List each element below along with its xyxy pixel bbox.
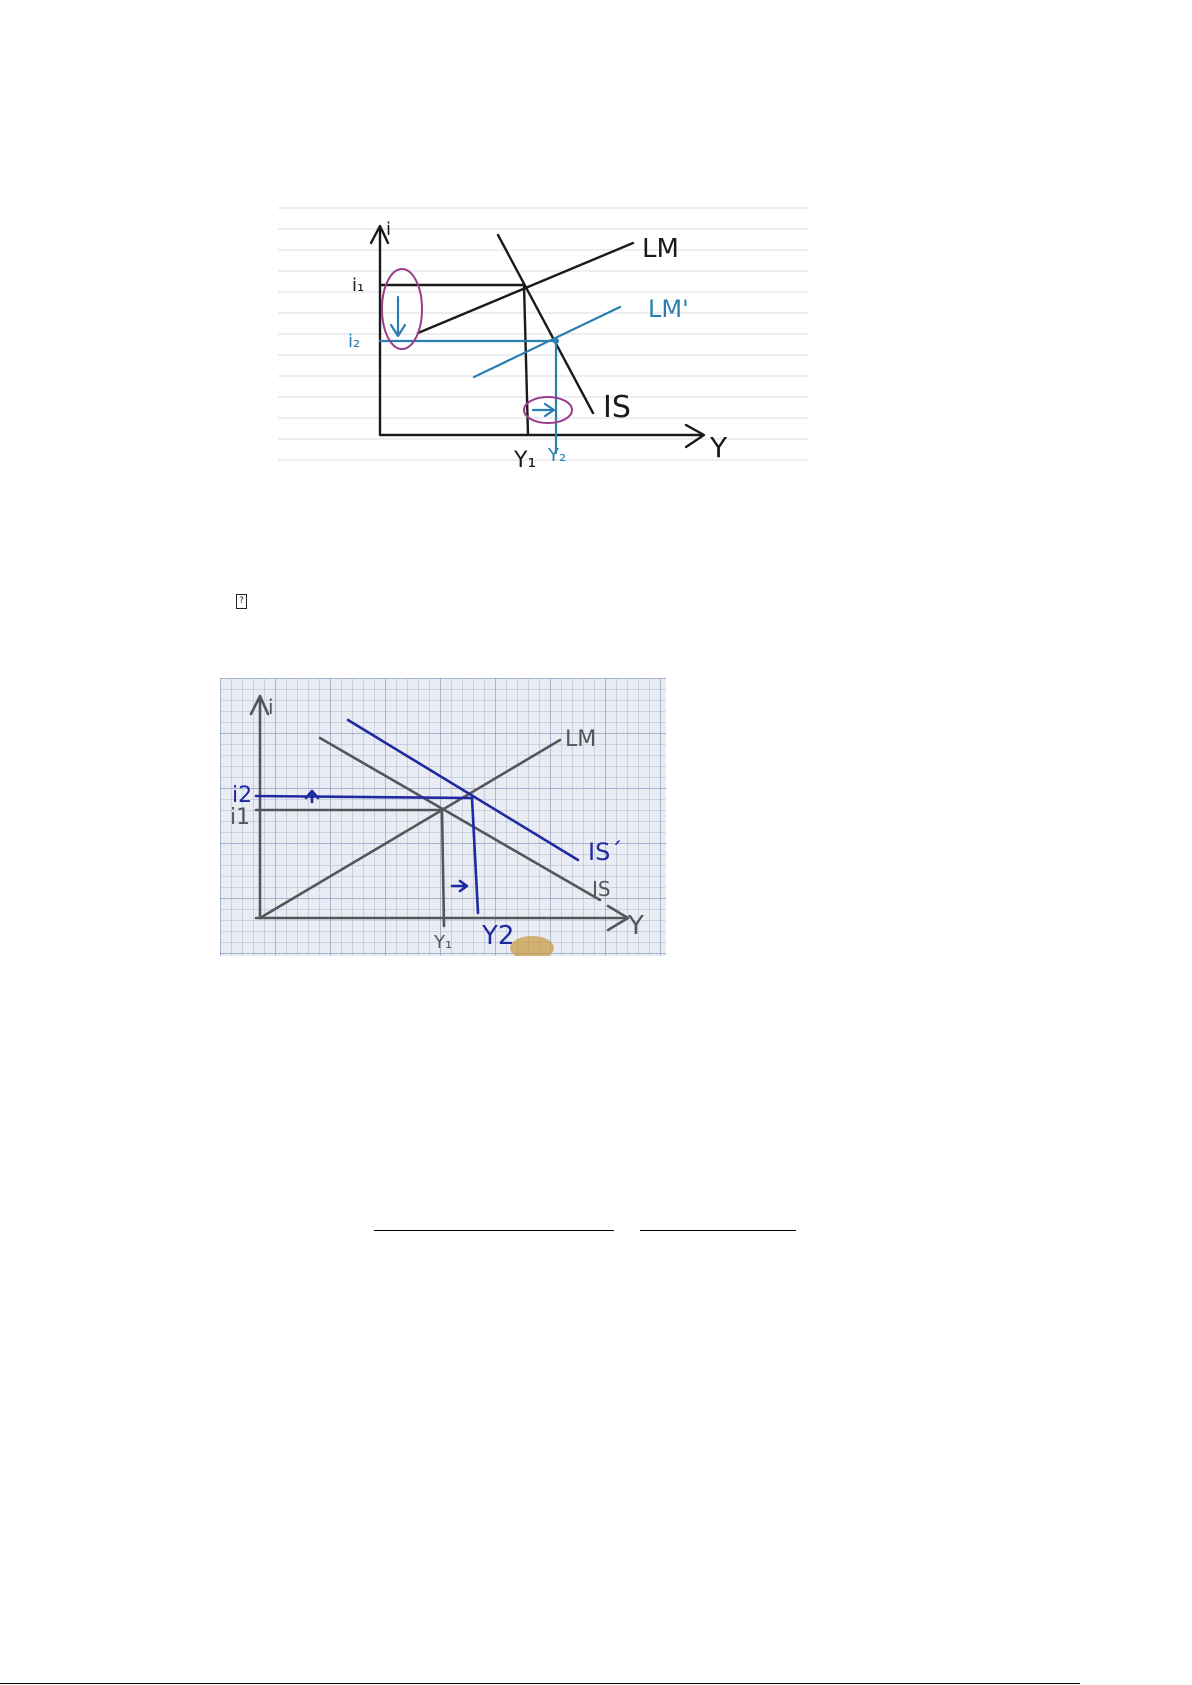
x-axis-label: Y (710, 431, 728, 464)
is-label: IS (592, 877, 611, 901)
output-2-label: Y2 (482, 921, 515, 951)
answer-blank-1 (374, 1230, 614, 1231)
answer-blank-2 (640, 1230, 796, 1231)
rate-change-circle (382, 269, 422, 349)
is-label: IS (603, 390, 631, 425)
y-axis-label: i (386, 219, 392, 240)
figure-is-shift (220, 678, 666, 956)
missing-glyph-box: ? (236, 594, 247, 609)
output-1-label: Y₁ (514, 448, 537, 473)
is-shift-sketch (220, 678, 666, 956)
figure-lm-shift (278, 205, 808, 475)
x-axis-label: Y (628, 911, 644, 941)
y-axis-label: i (268, 695, 274, 719)
is-shifted-label: IS´ (588, 838, 623, 866)
footer-rule (0, 1683, 1080, 1684)
output-1-label: Y₁ (434, 932, 453, 953)
equilibrium-2-dot (553, 338, 559, 344)
rate-1-label: i₁ (352, 275, 365, 296)
lm-shift-sketch (278, 205, 808, 475)
is-curve (498, 235, 593, 413)
lm-label: LM (565, 727, 597, 752)
lm-shifted-label: LM' (648, 295, 689, 323)
rate-2-label: i₂ (348, 331, 361, 352)
output-rise-arrow (533, 404, 554, 416)
rate-2-label: i2 (232, 783, 253, 808)
rate-1-label: i1 (230, 805, 251, 830)
output-2-label: Y₂ (548, 445, 567, 466)
rate-fall-arrow (391, 297, 405, 336)
lm-label: LM (642, 234, 679, 264)
